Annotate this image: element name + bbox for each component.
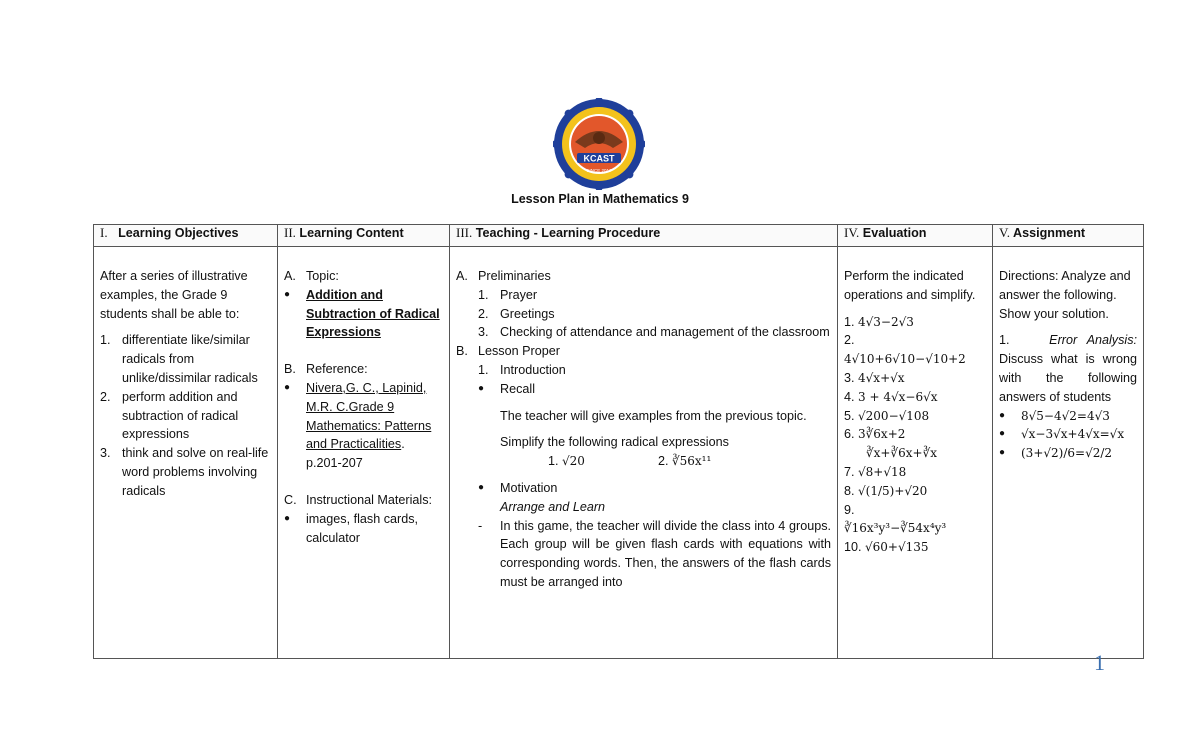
simplify-instruction: Simplify the following radical expressions (500, 435, 729, 450)
lesson-plan-table (93, 224, 1144, 659)
evaluation-item: 1. 4√3−2√3 (844, 314, 914, 329)
table-body-row (94, 247, 1144, 659)
bullet-icon: ● (999, 428, 1006, 440)
procedure-cell: A. Preliminaries 1. Prayer 2. Greetings 3. Checking of attendance and management of the classroom B. Lesson Proper 1. Introduction ● Recall The teacher will give examples from the previous topic. Simplify the following radical expressions 1. √20 2. ∛56x¹¹ ● Motivation Arrange and Learn - In this game, the teacher will divide the class into 4 groups. Each group will be given flash cards with equations with corresponding words. Then, the answers of the flash cards must be arranged into (450, 247, 838, 659)
topic-title: Addition and Subtraction of Radical Expressions (306, 287, 440, 340)
game-description: In this game, the teacher will divide the class into 4 groups. Each group will be given flash cards with equations with corresponding words. Then, the answers of the flash cards must be arranged into (500, 518, 831, 589)
logo-acronym: KCAST (583, 153, 615, 164)
evaluation-item: 9. (844, 502, 855, 517)
evaluation-item: 6. 3∛6x+2 (844, 427, 906, 442)
bullet-icon: ● (284, 512, 291, 524)
prelim-item: 3. Checking of attendance and management of the classroom (478, 325, 830, 340)
logo-since: SINCE 2017 (586, 168, 612, 173)
evaluation-item: 10. √60+√135 (844, 540, 929, 555)
evaluation-item: 4. 3 + 4√x−6√x (844, 389, 938, 404)
bullet-icon: ● (284, 288, 291, 300)
bullet-icon: ● (284, 381, 291, 393)
bullet-icon: ● (478, 382, 485, 394)
objective-item: 3. think and solve on real-life word problems involving radicals (100, 446, 269, 498)
student-answer: ● 8√5−4√2=4√3 (999, 407, 1137, 426)
header-assignment: V. Assignment (993, 225, 1144, 247)
reference-label: Reference: (306, 362, 368, 377)
page-number: 1 (1094, 650, 1105, 675)
evaluation-item: 8. √(1/5)+√20 (844, 483, 928, 498)
page-title: Lesson Plan in Mathematics 9 (511, 192, 689, 206)
evaluation-item: ∛x+∛6x+∛x (866, 446, 937, 461)
prelim-item: 1. Prayer (478, 287, 538, 302)
header-learning-objectives: I. Learning Objectives (94, 225, 278, 247)
evaluation-item: 3. 4√x+√x (844, 370, 905, 385)
evaluation-item: 7. √8+√18 (844, 464, 907, 479)
recall-description: The teacher will give examples from the previous topic. (500, 408, 807, 423)
assignment-item: 1. Error Analysis: Discuss what is wrong with the following answers of students (999, 333, 1137, 404)
evaluation-item: 2. (844, 333, 855, 348)
evaluation-cell (838, 247, 993, 659)
topic-label: Topic: (306, 269, 339, 283)
objective-item: 1. differentiate like/similar radicals from unlike/dissimilar radicals (100, 333, 258, 385)
evaluation-item: 5. √200−√108 (844, 408, 930, 423)
objectives-intro: After a series of illustrative examples, the Grade 9 students shall be able to: (100, 269, 248, 321)
prelim-item: 2. Greetings (478, 306, 555, 321)
evaluation-item: ∛16x³y³−∛54x⁴y³ (844, 521, 947, 536)
recall-label: Recall (500, 381, 535, 396)
header-learning-content: II. Learning Content (278, 225, 450, 247)
lesson-proper-label: Lesson Proper (478, 344, 560, 359)
content-cell: A. Topic: ● Addition and Subtraction of Radical Expressions B. Reference: ● Nivera,G. C., Lapinid, M.R. C.Grade 9 Mathematics: Patterns and Practicalities. p.201-207 C. Instructional Materials: ● images, flash cards, calculator (278, 247, 450, 659)
activity-title: Arrange and Learn (500, 499, 606, 514)
assignment-directions: Directions: Analyze and answer the following. Show your solution. (999, 269, 1131, 321)
motivation-label: Motivation (500, 480, 558, 495)
student-answer: ● √x−3√x+4√x=√x (999, 425, 1137, 444)
bullet-icon: ● (999, 409, 1006, 421)
header-evaluation: IV. Evaluation (838, 225, 993, 247)
bullet-icon: ● (999, 447, 1006, 459)
preliminaries-label: Preliminaries (478, 269, 551, 283)
objectives-cell (94, 247, 278, 659)
school-seal-logo (553, 98, 645, 190)
recall-examples: 1. √20 2. ∛56x¹¹ (548, 454, 712, 469)
evaluation-item: 4√10+6√10−√10+2 (844, 352, 966, 367)
objective-item: 2. perform addition and subtraction of radical expressions (100, 389, 239, 442)
introduction-label: Introduction (500, 362, 566, 377)
evaluation-intro: Perform the indicated operations and simplify. (844, 269, 976, 302)
header-teaching-procedure: III. Teaching - Learning Procedure (450, 225, 838, 247)
assignment-cell (993, 247, 1144, 659)
table-header-row (94, 225, 1144, 247)
student-answer: ● (3+√2)/6=√2/2 (999, 444, 1137, 463)
materials-label: Instructional Materials: (306, 492, 432, 507)
materials-text: images, flash cards, calculator (306, 511, 418, 545)
bullet-icon: ● (478, 481, 485, 493)
reference-text: Nivera,G. C., Lapinid, M.R. C.Grade 9 Mathematics: Patterns and Practicalities. p.201-207 (306, 380, 432, 471)
